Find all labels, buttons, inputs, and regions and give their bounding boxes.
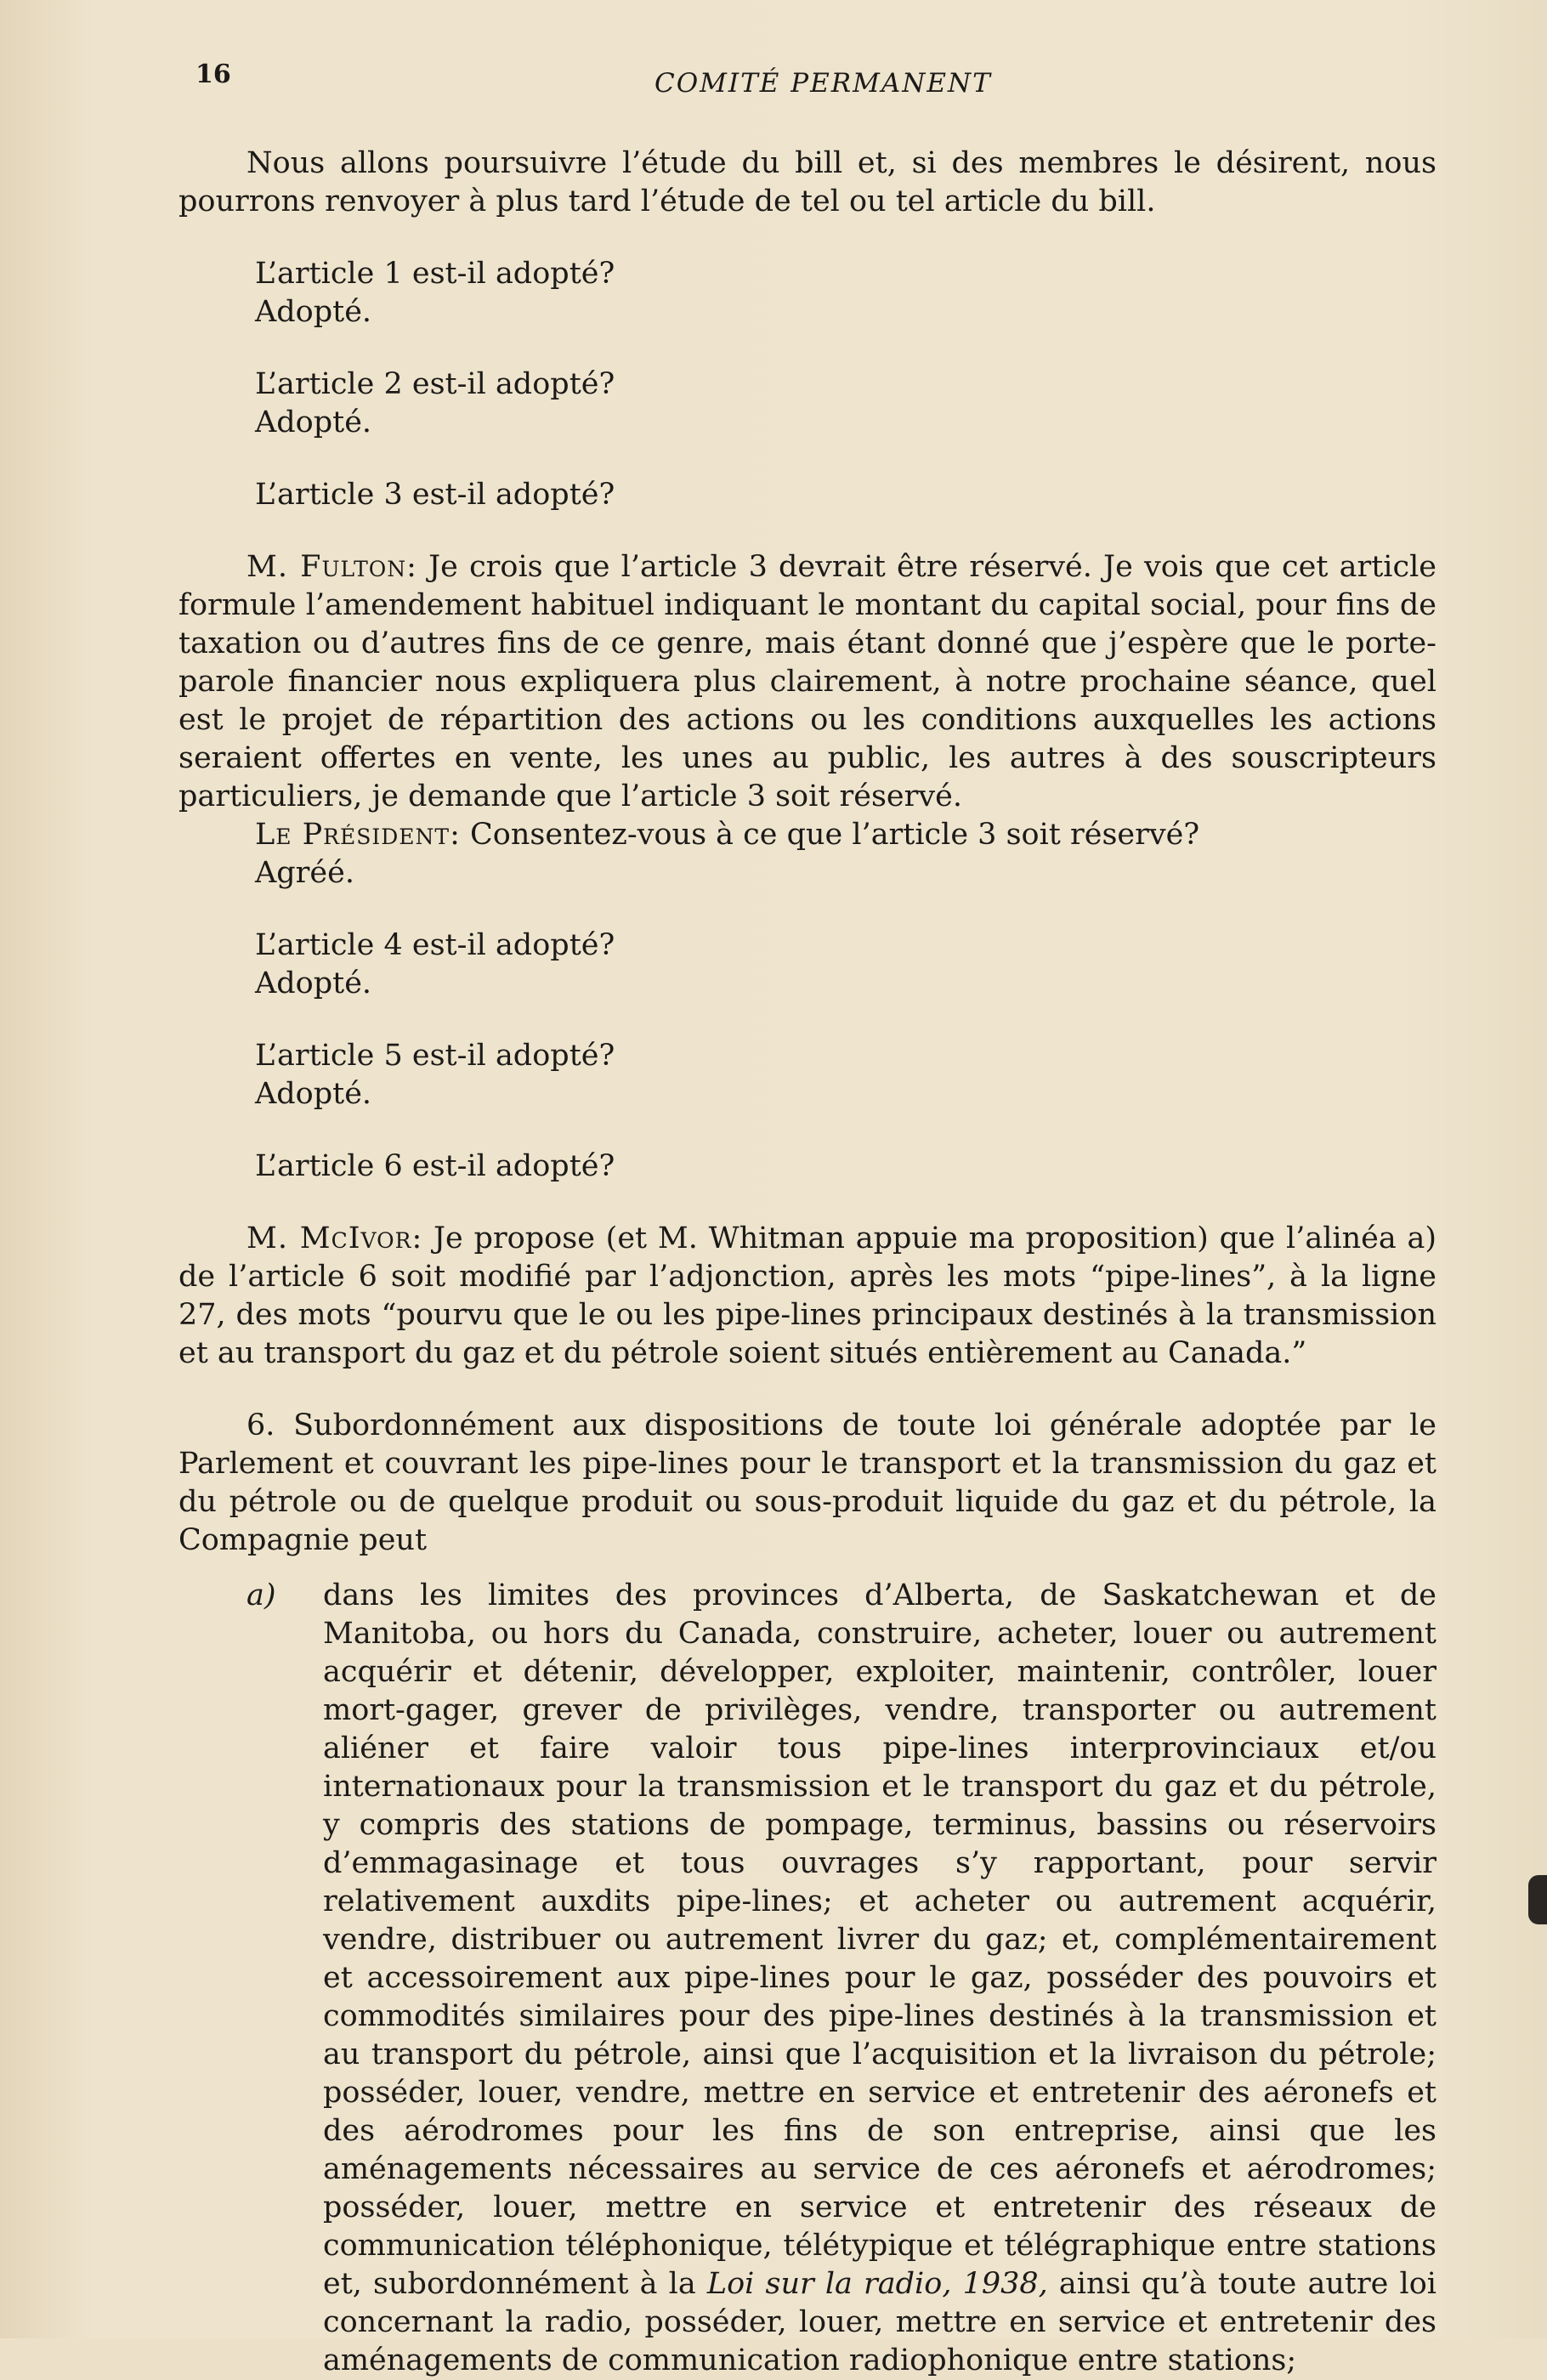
page-number: 16 xyxy=(196,60,231,89)
item-a-text-after: ainsi qu’à toute autre loi concernant la radio, posséder, louer, mettre en service et entretenir des aménagements de communication radiophonique entre stations; xyxy=(323,2267,1436,2377)
question-article-1: L’article 1 est-il adopté? xyxy=(255,257,615,291)
law-title: Loi sur la radio, 1938, xyxy=(706,2267,1048,2301)
answer-article-2: Adopté. xyxy=(255,405,372,439)
margin-binding-mark xyxy=(1528,1875,1547,1924)
president-line xyxy=(178,816,1436,854)
mcivor-paragraph xyxy=(178,1220,1436,1373)
fulton-paragraph xyxy=(178,548,1436,816)
running-title: COMITÉ PERMANENT xyxy=(654,68,992,99)
speaker-fulton: M. Fulton: xyxy=(246,550,417,584)
answer-article-1: Adopté. xyxy=(255,295,372,329)
question-article-5: L’article 5 est-il adopté? xyxy=(255,1039,615,1073)
question-article-4: L’article 4 est-il adopté? xyxy=(255,928,615,962)
question-article-2: L’article 2 est-il adopté? xyxy=(255,367,615,401)
speaker-mcivor: M. McIvor: xyxy=(246,1221,423,1255)
list-text-a xyxy=(323,1577,1436,2380)
agree-line: Agréé. xyxy=(255,856,354,890)
fulton-text: Je crois que l’article 3 devrait être réservé. Je vois que cet article formule l’amendement habituel indiquant le montant du capital social, pour fins de taxation ou d’autres fins de ce genre, mais étant donné que j’espère que le porte-parole financier nous expliquera plus clairement, à notre prochaine séance, quel est le projet de répartition des actions ou les conditions auxquelles les actions seraient offertes en vente, les unes au public, les autres à des souscripteurs particuliers, je demande que l’article 3 soit réservé. xyxy=(178,550,1436,813)
question-article-3: L’article 3 est-il adopté? xyxy=(255,478,615,512)
page-body xyxy=(178,144,1436,2380)
question-article-6: L’article 6 est-il adopté? xyxy=(255,1149,615,1183)
list-item-a xyxy=(246,1577,1436,2380)
page-header xyxy=(178,60,1436,110)
answer-article-4: Adopté. xyxy=(255,966,372,1000)
section-6-paragraph: 6. Subordonnément aux dispositions de toute loi générale adoptée par le Parlement et couvrant les pipe-lines pour le transport et la transmission du gaz et du pétrole ou de quelque produit ou sous-produit liquide du gaz et du pétrole, la Compagnie peut xyxy=(178,1408,1436,1557)
speaker-president: Le Président: xyxy=(255,818,461,852)
intro-paragraph: Nous allons poursuivre l’étude du bill et, si des membres le désirent, nous pourrons renvoyer à plus tard l’étude de tel ou tel article du bill. xyxy=(178,146,1436,218)
mcivor-text: Je propose (et M. Whitman appuie ma proposition) que l’alinéa a) de l’article 6 soit modifié par l’adjonction, après les mots “pipe-lines”, à la ligne 27, des mots “pourvu que le ou les pipe-lines principaux destinés à la transmission et au transport du gaz et du pétrole soient situés entièrement au Canada.” xyxy=(178,1221,1436,1370)
item-a-text-before: dans les limites des provinces d’Alberta, de Saskatchewan et de Manitoba, ou hors du Canada, construire, acheter, louer ou autrement acquérir et détenir, développer, exploiter, maintenir, contrôler, louer mort-gager, grever de privilèges, vendre, transporter ou autrement aliéner et faire valoir tous pipe-lines interprovinciaux et/ou internationaux pour la transmission et le transport du gaz et du pétrole, y compris des stations de pompage, terminus, bassins ou réservoirs d’emmagasinage et tous ouvrages s’y rapportant, pour servir relativement auxdits pipe-lines; et acheter ou autrement acquérir, vendre, distribuer ou autrement livrer du gaz; et, complémentairement et accessoirement aux pipe-lines pour le gaz, posséder des pouvoirs et commodités similaires pour des pipe-lines destinés à la transmission et au transport du pétrole, ainsi que l’acquisition et la livraison du pétrole; posséder, louer, vendre, mettre en service et entretenir des aéronefs et des aérodromes pour les fins de son entreprise, ainsi que les aménagements nécessaires au service de ces aéronefs et aérodromes; posséder, louer, mettre en service et entretenir des réseaux de communication téléphonique, télétypique et télégraphique entre stations et, subordonnément à la xyxy=(323,1578,1436,2301)
list-label-a: a) xyxy=(246,1578,276,1612)
president-text: Consentez-vous à ce que l’article 3 soit réservé? xyxy=(470,818,1200,852)
answer-article-5: Adopté. xyxy=(255,1077,372,1111)
